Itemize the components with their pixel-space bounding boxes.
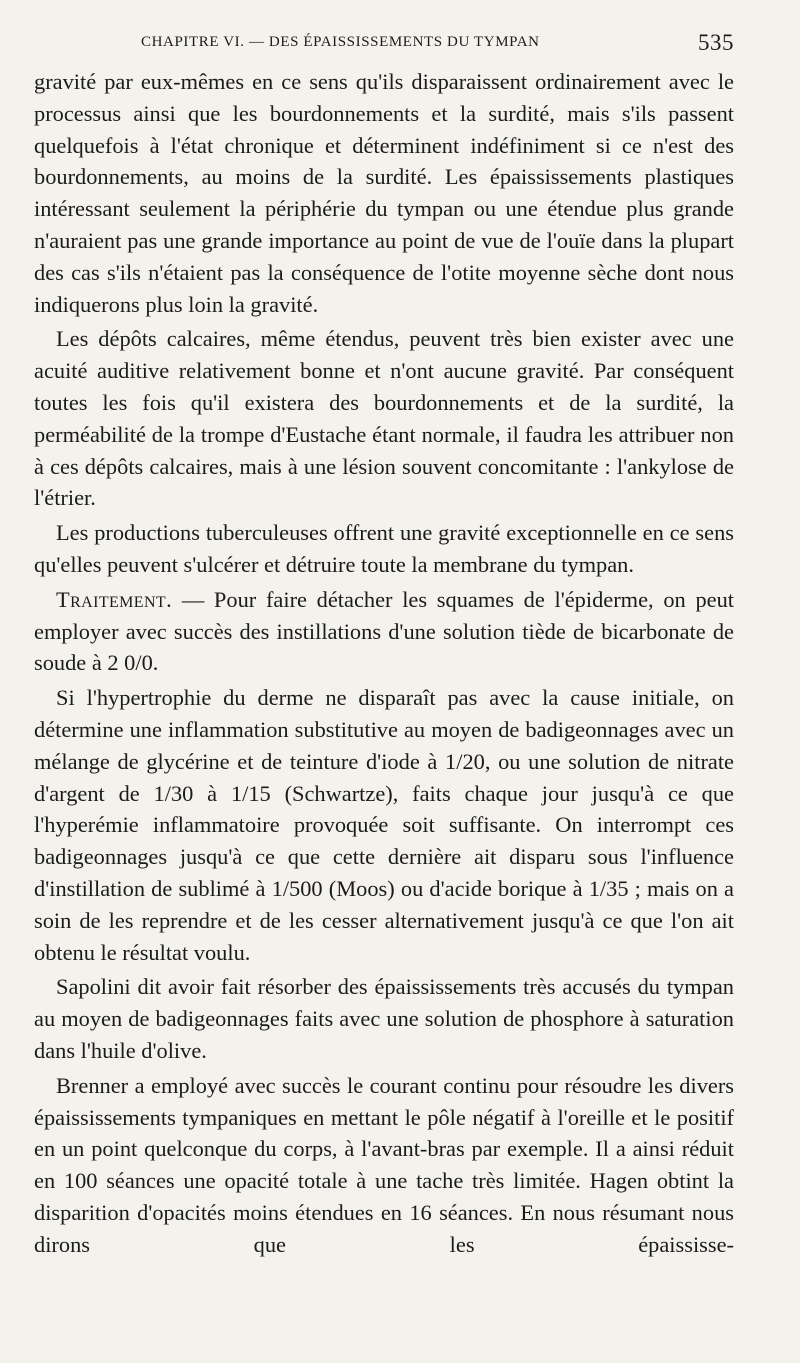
running-head (34, 30, 734, 58)
paragraph-sapolini (34, 971, 734, 1066)
paragraph-hypertrophy (34, 682, 734, 968)
paragraph-treatment (34, 584, 734, 679)
paragraph-text: gravité par eux-mêmes en ce sens qu'ils disparaissent ordinairement avec le processus ainsi que les bourdonnements et la surdité, mais s'ils passent quelquefois à l'état chronique et déterminent indéfiniment si ce n'est des bourdonnements, au moins de la surdité. Les épaississements plastiques intéressant seulement la périphérie du tympan ou une étendue plus grande n'auraient pas une grande importance au point de vue de l'ouïe dans la plupart des cas s'ils n'étaient pas la conséquence de l'otite moyenne sèche dont nous indiquerons plus loin la gravité. (34, 69, 734, 317)
paragraph-tuberculous (34, 517, 734, 581)
paragraph-text: — Pour faire détacher les squames de l'épiderme, on peut employer avec succès des instillations d'une solution tiède de bicarbonate de soude à 2 0/0. (34, 586, 734, 676)
paragraph-text: Les productions tuberculeuses offrent une gravité exceptionnelle en ce sens qu'elles peuvent s'ulcérer et détruire toute la membrane du tympan. (34, 520, 734, 577)
paragraph-text: Les dépôts calcaires, même étendus, peuvent très bien exister avec une acuité auditive relativement bonne et n'ont aucune gravité. Par conséquent toutes les fois qu'il existera des bourdonnements et de la surdité, la perméabilité de la trompe d'Eustache étant normale, il faudra les attribuer non à ces dépôts calcaires, mais à une lésion souvent concomitante : l'ankylose de l'étrier. (34, 326, 734, 511)
paragraph-text: Sapolini dit avoir fait résorber des épaississements très accusés du tympan au moyen de badigeonnages faits avec une solution de phosphore à saturation dans l'huile d'olive. (34, 974, 734, 1063)
section-lead-treatment: Traitement. (56, 586, 173, 612)
paragraph-brenner (34, 1070, 734, 1261)
body-text (34, 66, 734, 1260)
page-number: 535 (698, 30, 734, 55)
paragraph-calcareous-deposits (34, 323, 734, 514)
paragraph-text: Brenner a employé avec succès le courant continu pour résoudre les divers épaississements tympaniques en mettant le pôle négatif à l'oreille et le positif en un point quelconque du corps, à l'avant-bras par exemple. Il a ainsi réduit en 100 séances une opacité totale à une tache très limitée. Hagen obtint la disparition d'opacités moins étendues en 16 séances. En nous résumant nous dirons que les épaississe- (34, 1072, 734, 1257)
paragraph-text: Si l'hypertrophie du derme ne disparaît pas avec la cause initiale, on détermine une inflammation substitutive au moyen de badigeonnages avec un mélange de glycérine et de teinture d'iode à 1/20, ou une solution de nitrate d'argent de 1/30 à 1/15 (Schwartze), faits chaque jour jusqu'à ce que l'hyperémie inflammatoire provoquée soit suffisante. On interrompt ces badigeonnages jusqu'à ce que cette dernière ait disparu sous l'influence d'instillation de sublimé à 1/500 (Moos) ou d'acide borique à 1/35 ; mais on a soin de les reprendre et de les cesser alternativement jusqu'à ce que l'on ait obtenu le résultat voulu. (34, 685, 734, 965)
paragraph-continued (34, 66, 734, 320)
running-title: CHAPITRE VI. — DES ÉPAISSISSEMENTS DU TYMPAN (141, 34, 540, 50)
